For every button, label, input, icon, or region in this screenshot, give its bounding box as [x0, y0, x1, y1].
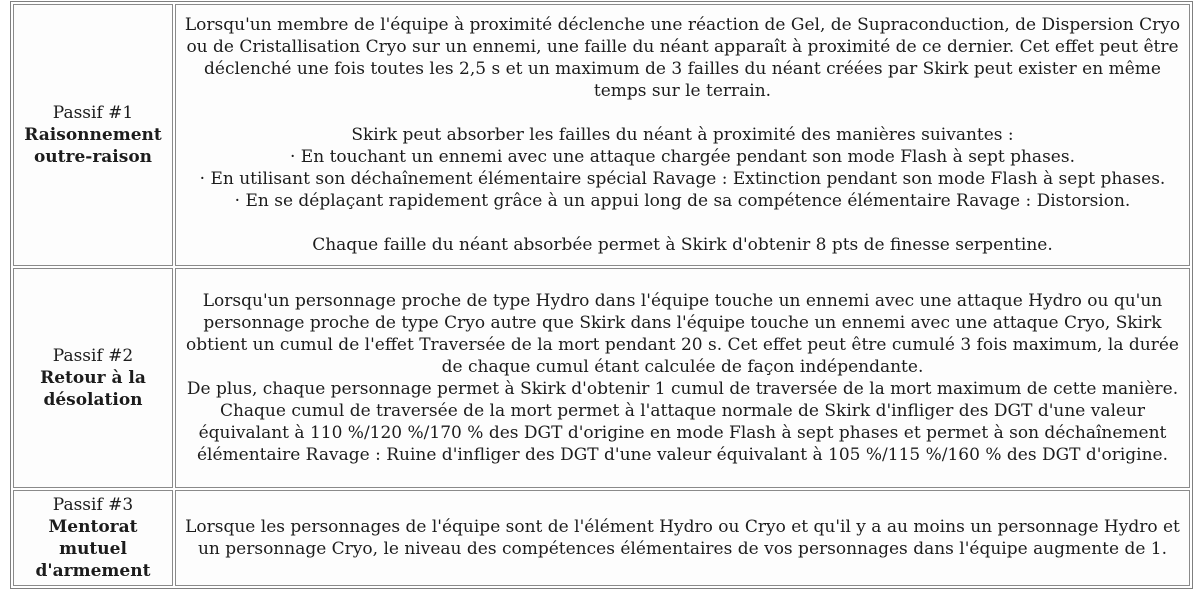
- passive-3-description-cell: [175, 490, 1190, 586]
- table-row-passive-3: [13, 490, 1190, 586]
- passive-2-number: Passif #2: [52, 346, 134, 366]
- description-paragraph: Chaque cumul de traversée de la mort permet à l'attaque normale de Skirk d'infliger des DGT d'une valeur équivalant à 110 %/120 %/170 % des DGT d'origine en mode Flash à sept phases et permet à son déchaînement élémentaire Ravage : Ruine d'infliger des DGT d'une valeur équivalant à 105 %/115 %/160 % des DGT d'origine.: [196, 401, 1169, 465]
- description-paragraph: Lorsque les personnages de l'équipe sont de l'élément Hydro ou Cryo et qu'il y a au moins un personnage Hydro et un personnage Cryo, le niveau des compétences élémentaires de vos personnages dans l'équipe augmente de 1.: [185, 517, 1180, 559]
- passive-2-label-cell: [13, 268, 173, 488]
- description-paragraph: De plus, chaque personnage permet à Skirk d'obtenir 1 cumul de traversée de la mort maximum de cette manière.: [186, 379, 1179, 399]
- description-paragraph: Chaque faille du néant absorbée permet à Skirk d'obtenir 8 pts de finesse serpentine.: [312, 235, 1053, 255]
- description-block: [180, 234, 1185, 256]
- passive-1-name: Raisonnement outre-raison: [24, 125, 162, 167]
- table-row-passive-1: [13, 4, 1190, 266]
- passives-table-body: [13, 4, 1190, 586]
- passive-3-number: Passif #3: [52, 495, 134, 515]
- passive-1-number: Passif #1: [52, 103, 134, 123]
- passive-1-label-cell: [13, 4, 173, 266]
- passive-3-name: Mentorat mutuel d'armement: [35, 517, 151, 581]
- description-paragraph: · En touchant un ennemi avec une attaque chargée pendant son mode Flash à sept phases.: [290, 147, 1075, 167]
- description-block: [180, 290, 1185, 466]
- description-paragraph: Lorsqu'un personnage proche de type Hydro dans l'équipe touche un ennemi avec une attaque Hydro ou qu'un personnage proche de type Cryo autre que Skirk dans l'équipe touche un ennemi avec une attaque Cryo, Skirk obtient un cumul de l'effet Traversée de la mort pendant 20 s. Cet effet peut être cumulé 3 fois maximum, la durée de chaque cumul étant calculée de façon indépendante.: [186, 291, 1179, 377]
- description-paragraph: · En se déplaçant rapidement grâce à un appui long de sa compétence élémentaire Ravage : Distorsion.: [234, 191, 1131, 211]
- description-block: [180, 124, 1185, 212]
- description-block: [180, 14, 1185, 102]
- passive-3-label-cell: [13, 490, 173, 586]
- passives-table: [10, 1, 1193, 589]
- description-paragraph: Skirk peut absorber les failles du néant à proximité des manières suivantes :: [351, 125, 1014, 145]
- table-row-passive-2: [13, 268, 1190, 488]
- passive-1-description-cell: [175, 4, 1190, 266]
- passive-2-description-cell: [175, 268, 1190, 488]
- description-paragraph: Lorsqu'un membre de l'équipe à proximité déclenche une réaction de Gel, de Supraconduction, de Dispersion Cryo ou de Cristallisation Cryo sur un ennemi, une faille du néant apparaît à proximité de ce dernier. Cet effet peut être déclenché une fois toutes les 2,5 s et un maximum de 3 failles du néant créées par Skirk peut exister en même temps sur le terrain.: [184, 15, 1181, 101]
- passive-2-name: Retour à la désolation: [40, 368, 146, 410]
- description-block: [180, 516, 1185, 560]
- description-paragraph: · En utilisant son déchaînement élémentaire spécial Ravage : Extinction pendant son mode Flash à sept phases.: [199, 169, 1166, 189]
